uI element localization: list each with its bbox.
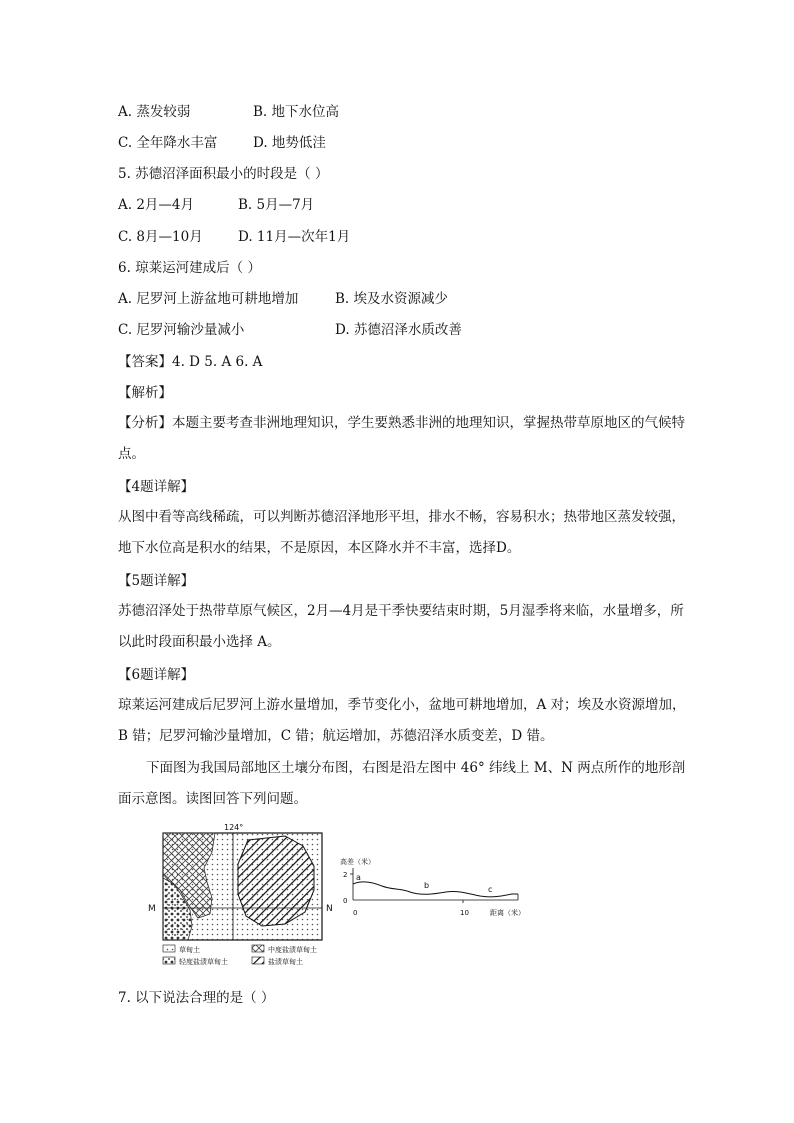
q5-option-c: C. 8月—10月	[118, 229, 203, 245]
q6-options-row-2	[118, 320, 462, 340]
detail-6-text: 琼莱运河建成后尼罗河上游水量增加，季节变化小，盆地可耕地增加，A 对；埃及水资源增加，B 错；尼罗河输沙量增加，C 错；航运增加，苏德沼泽水质变差，D 错。	[118, 697, 686, 744]
q4-option-a: A. 蒸发较弱	[118, 104, 191, 120]
q4-options-row-2	[118, 133, 326, 153]
q5-option-b: B. 5月—7月	[238, 197, 315, 213]
soil-legend	[163, 945, 317, 966]
q4-option-d: D. 地势低洼	[253, 135, 326, 151]
legend-saline-label: 盐渍草甸土	[268, 958, 303, 966]
q4-option-b: B. 地下水位高	[253, 104, 340, 120]
profile-curve	[353, 882, 518, 897]
saline-meadow-area	[238, 836, 314, 926]
q6-option-a: A. 尼罗河上游盆地可耕地增加	[118, 291, 299, 307]
q6-option-b: B. 埃及水资源减少	[335, 291, 449, 307]
profile-point-a: a	[356, 873, 361, 882]
profile-point-c: c	[488, 885, 493, 894]
profile-xlabel: 距离（米）	[490, 909, 525, 917]
q5-option-d: D. 11月—次年1月	[238, 229, 351, 245]
intro-text: 下面图为我国局部地区土壤分布图，右图是沿左图中 46° 纬线上 M、N 两点所作的地形剖面示意图。读图回答下列问题。	[118, 760, 686, 807]
legend-medium-saline-label: 中度盐渍草甸土	[268, 946, 317, 954]
detail-4-text: 从图中看等高线稀疏，可以判断苏德沼泽地形平坦，排水不畅，容易积水；热带地区蒸发较强，地下水位高是积水的结果，不是原因，本区降水并不丰富，选择D。	[118, 509, 685, 556]
point-m-label: M	[148, 904, 156, 914]
point-n-label: N	[326, 904, 333, 914]
profile-point-b: b	[424, 881, 430, 890]
q5-stem: 5. 苏德沼泽面积最小的时段是（ ）	[118, 166, 329, 182]
q6-options-row-1	[118, 289, 448, 309]
detail-4-heading: 【4题详解】	[118, 479, 195, 495]
legend-saline-swatch	[252, 957, 264, 964]
soil-map	[148, 823, 333, 940]
q4-options-row-1	[118, 102, 339, 122]
y-tick-0-label: 0	[343, 897, 348, 905]
q6-option-c: C. 尼罗河输沙量减小	[118, 322, 245, 338]
x-tick-10-label: 10	[460, 909, 469, 917]
detail-5-text: 苏德沼泽处于热带草原气候区，2月—4月是干季快要结束时期，5月湿季将来临，水量增多，所以此时段面积最小选择 A。	[118, 603, 684, 650]
longitude-label: 124°	[224, 823, 244, 832]
q5-options-row-2	[118, 227, 350, 247]
analysis-heading: 【解析】	[118, 385, 172, 401]
analysis-text: 【分析】本题主要考查非洲地理知识，学生要熟悉非洲的地理知识，掌握热带草原地区的气候特点。	[118, 415, 685, 462]
terrain-profile	[340, 857, 525, 917]
q7-stem: 7. 以下说法合理的是（ ）	[118, 990, 275, 1006]
profile-ylabel: 高差（米）	[340, 858, 375, 866]
answer-line: 【答案】4. D 5. A 6. A	[118, 354, 263, 370]
detail-6-heading: 【6题详解】	[118, 667, 195, 683]
soil-figure-svg	[140, 822, 540, 972]
legend-meadow-swatch	[163, 945, 175, 952]
q4-option-c: C. 全年降水丰富	[118, 135, 218, 151]
y-tick-2-label: 2	[343, 871, 348, 879]
detail-5-heading: 【5题详解】	[118, 573, 195, 589]
soil-figure	[140, 822, 540, 972]
x-tick-0-label: 0	[353, 909, 358, 917]
legend-meadow-label: 草甸土	[179, 946, 200, 954]
q5-options-row-1	[118, 195, 314, 215]
q6-stem: 6. 琼莱运河建成后（ ）	[118, 260, 261, 276]
legend-light-saline-label: 轻度盐渍草甸土	[179, 958, 228, 966]
q5-option-a: A. 2月—4月	[118, 197, 195, 213]
legend-medium-saline-swatch	[252, 945, 264, 952]
q6-option-d: D. 苏德沼泽水质改善	[335, 322, 462, 338]
legend-light-saline-swatch	[163, 957, 175, 964]
